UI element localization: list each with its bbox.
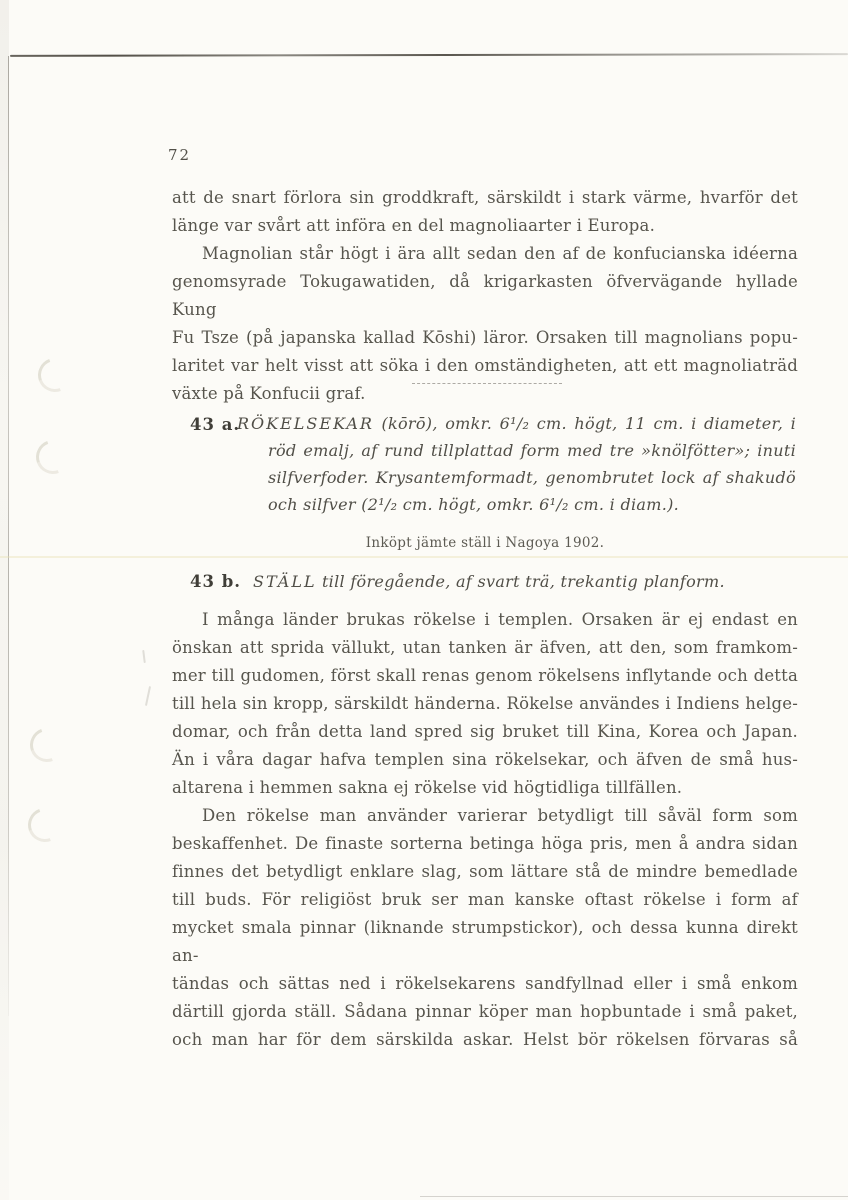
text-line: till buds. För religiöst bruk ser man kanske oftast rökelse i form af (172, 890, 798, 909)
entry-43b-term: STÄLL (253, 572, 317, 591)
catalog-entry-43a (190, 410, 796, 518)
text-line: till hela sin kropp, särskildt händerna. Rökelse användes i Indiens helge- (172, 694, 798, 713)
text-line: finnes det betydligt enklare slag, som lättare stå de mindre bemedlade (172, 862, 798, 881)
text-line: altarena i hemmen sakna ej rökelse vid högtidliga tillfällen. (172, 778, 683, 797)
scan-artifact-mark (24, 722, 69, 767)
text-line: röd emalj, af rund tillplattad form med tre »knölfötter»; inuti (268, 441, 796, 460)
scan-top-rule (10, 53, 848, 57)
text-column-main (172, 606, 798, 1054)
entry-43a-acquisition-note: Inköpt jämte ställ i Nagoya 1902. (365, 535, 605, 551)
text-line: att de snart förlora sin groddkraft, särskildt i stark värme, hvarför det (172, 188, 798, 207)
scan-artifact-mark (32, 352, 77, 397)
paragraph-incense-kinds (172, 802, 798, 1054)
page-number: 72 (168, 146, 192, 164)
text-line: silfverfoder. Krysantemformadt, genombrutet lock af shakudö (268, 468, 796, 487)
section-divider (412, 383, 562, 384)
scan-artifact-stroke (145, 686, 151, 706)
scan-artifact-stroke (142, 650, 146, 663)
text-line: önskan att sprida vällukt, utan tanken är äfven, att den, som framkom- (172, 638, 798, 657)
text-line: Fu Tsze (på japanska kallad Kōshi) läror. Orsaken till magnolians popu- (172, 328, 798, 347)
scan-artifact-mark (30, 434, 75, 479)
entry-43a-number: 43 a. (190, 415, 241, 434)
text-line: länge var svårt att införa en del magnoliaarter i Europa. (172, 216, 656, 235)
text-column-top (172, 184, 798, 408)
text-line: genomsyrade Tokugawatiden, då krigarkasten öfvervägande hyllade Kung (172, 272, 798, 319)
entry-43a-term: RÖKELSEKAR (237, 414, 374, 433)
text-line: därtill gjorda ställ. Sådana pinnar köper man hopbuntade i små paket, (172, 1002, 798, 1021)
scan-artifact-mark (22, 802, 67, 847)
text-line: mer till gudomen, först skall renas genom rökelsens inflytande och detta (172, 666, 798, 685)
text-line: tändas och sättas ned i rökelsekarens sandfyllnad eller i små enkom (172, 974, 798, 993)
entry-43a-line1-text: (kōrō), omkr. 6¹/₂ cm. högt, 11 cm. i diameter, i (381, 414, 796, 433)
text-line: och silfver (2¹/₂ cm. högt, omkr. 6¹/₂ cm. i diam.). (268, 495, 680, 514)
catalog-entry-43b (190, 572, 725, 591)
text-line: och man har för dem särskilda askar. Helst bör rökelsen förvaras så (172, 1030, 798, 1049)
scan-faint-line (0, 556, 848, 558)
text-line: mycket smala pinnar (liknande strumpstickor), och dessa kunna direkt an- (172, 918, 798, 965)
text-line: laritet var helt visst att söka i den omständigheten, att ett magnoliaträd (172, 356, 798, 375)
text-line: I många länder brukas rökelse i templen. Orsaken är ej endast en (202, 610, 798, 629)
text-line: Den rökelse man använder varierar betydligt till såväl form som (202, 806, 798, 825)
scan-bottom-edge-line (420, 1196, 848, 1197)
entry-43b-number: 43 b. (190, 572, 241, 591)
entry-43a-line1 (237, 410, 796, 437)
text-line: Magnolian står högt i ära allt sedan den af de konfucianska idéerna (202, 244, 798, 263)
text-line: beskaffenhet. De finaste sorterna betinga höga pris, men å andra sidan (172, 834, 798, 853)
entry-43a-description (268, 437, 796, 518)
paragraph-magnolia-end (172, 184, 798, 240)
text-line: domar, och från detta land spred sig bruket till Kina, Korea och Japan. (172, 722, 798, 741)
text-line: Än i våra dagar hafva templen sina rökelsekar, och äfven de små hus- (172, 750, 798, 769)
text-line: växte på Konfucii graf. (172, 384, 366, 403)
paragraph-incense-temples (172, 606, 798, 802)
entry-43b-line-text: till föregående, af svart trä, trekantig planform. (321, 572, 725, 591)
scan-left-rule (8, 56, 9, 1016)
